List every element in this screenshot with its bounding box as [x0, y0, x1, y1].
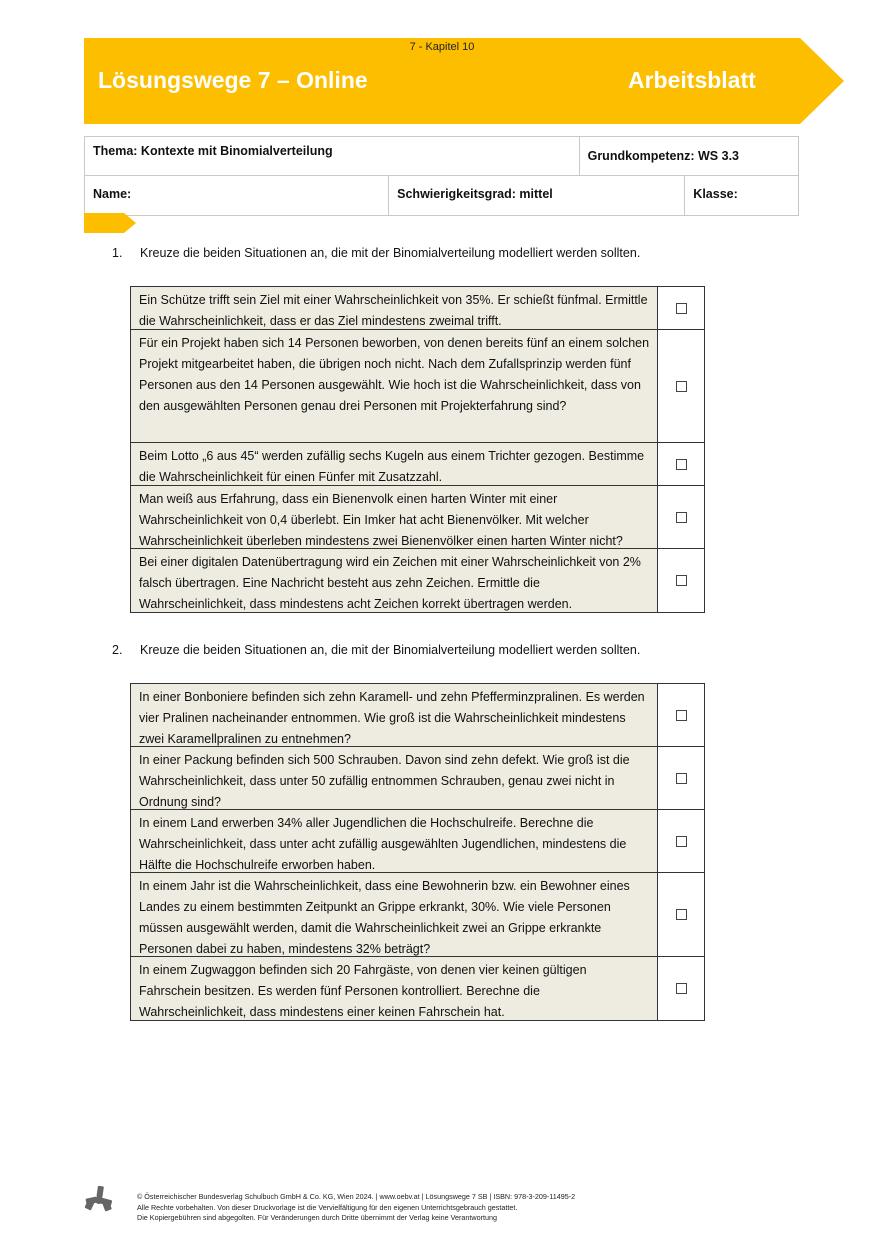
footer-line-1: © Österreichischer Bundesverlag Schulbuch GmbH & Co. KG, Wien 2024. | www.oebv.at | Lösungswege 7 SB | ISBN: 978-3-209-11495-2: [137, 1192, 576, 1201]
footer-copyright: [137, 1192, 575, 1224]
book-title: Lösungswege 7 – Online: [98, 67, 368, 93]
chapter-label: 7 - Kapitel 10: [409, 41, 475, 53]
option-checkbox-cell: [658, 287, 704, 329]
task-2-option: [131, 747, 704, 810]
option-text: Bei einer digitalen Datenübertragung wird ein Zeichen mit einer Wahrscheinlichkeit von 2% falsch übertragen. Eine Nachricht besteht aus zehn Zeichen. Ermittle die Wahrscheinlichkeit, dass mindestens acht Zeichen korrekt übertragen werden.: [131, 549, 658, 612]
option-text: Beim Lotto „6 aus 45“ werden zufällig sechs Kugeln aus einem Trichter gezogen. Bestimme die Wahrscheinlichkeit für einen Fünfer mit Zusatzzahl.: [131, 443, 658, 485]
option-text: In einem Jahr ist die Wahrscheinlichkeit, dass eine Bewohnerin bzw. ein Bewohner eines Landes zu einem bestimmten Zeitpunkt an Grippe erkrankt, 30%. Wie viele Personen müssen ausgewählt werden, damit die Wahrscheinlichkeit zwei an Grippe erkrankte Personen dabei zu haben, mindestens 32% beträgt?: [131, 873, 658, 956]
task-1-option: [131, 486, 704, 549]
option-text: Für ein Projekt haben sich 14 Personen beworben, von denen bereits fünf an einem solchen Projekt mitgearbeitet haben, die übrigen noch nicht. Nach dem Zufallsprinzip werden fünf Personen aus den 14 Personen ausgewählt. Wie hoch ist die Wahrscheinlichkeit, dass von den ausgewählten Personen genau drei Personen mit Projekterfahrung sind?: [131, 330, 658, 442]
task-1-text: Kreuze die beiden Situationen an, die mit der Binomialverteilung modelliert werden sollten.: [140, 246, 641, 260]
option-text: In einer Packung befinden sich 500 Schrauben. Davon sind zehn defekt. Wie groß ist die Wahrscheinlichkeit, dass unter 50 zufällig entnommen Schrauben, genau zwei nicht in Ordnung sind?: [131, 747, 658, 809]
task-2-option: [131, 810, 704, 873]
footer-line-3: Die Kopiergebühren sind abgegolten. Für Veränderungen durch Dritte übernimmt der Verlag keine Verantwortung: [137, 1213, 497, 1223]
option-text: In einem Land erwerben 34% aller Jugendlichen die Hochschulreife. Berechne die Wahrscheinlichkeit, dass unter acht zufällig ausgewählten Jugendlichen, mindestens die Hälfte die Hochschulreife erworben haben.: [131, 810, 658, 872]
option-checkbox-cell: [658, 486, 704, 548]
checkbox[interactable]: [676, 512, 687, 523]
task-2-text: Kreuze die beiden Situationen an, die mit der Binomialverteilung modelliert werden sollten.: [140, 643, 641, 657]
checkbox[interactable]: [676, 983, 687, 994]
task-1-number: 1.: [112, 246, 123, 260]
option-checkbox-cell: [658, 549, 704, 612]
checkbox[interactable]: [676, 710, 687, 721]
task-1-option: [131, 287, 704, 330]
section-marker-arrow: [84, 213, 136, 233]
task-2-option: [131, 873, 704, 957]
task-1-option: [131, 549, 704, 612]
option-text: Ein Schütze trifft sein Ziel mit einer Wahrscheinlichkeit von 35%. Er schießt fünfmal. Ermittle die Wahrscheinlichkeit, dass er das Ziel mindestens zweimal trifft.: [131, 287, 658, 329]
option-text: In einer Bonboniere befinden sich zehn Karamell- und zehn Pfefferminzpralinen. Es werden vier Pralinen nacheinander entnommen. Wie groß ist die Wahrscheinlichkeit mindestens zwei Karamellpralinen zu entnehmen?: [131, 684, 658, 746]
checkbox[interactable]: [676, 575, 687, 586]
checkbox[interactable]: [676, 773, 687, 784]
topic-cell: Thema: Kontexte mit Binomialverteilung: [85, 137, 580, 175]
checkbox[interactable]: [676, 459, 687, 470]
option-checkbox-cell: [658, 957, 704, 1020]
info-row-topic: [85, 137, 798, 176]
difficulty-cell: Schwierigkeitsgrad: mittel: [389, 176, 685, 215]
task-2-options: [130, 683, 705, 1021]
class-field[interactable]: Klasse:: [693, 187, 738, 201]
checkbox[interactable]: [676, 836, 687, 847]
task-1-options: [130, 286, 705, 613]
competence-cell: Grundkompetenz: WS 3.3: [587, 149, 739, 163]
info-table: [84, 136, 799, 216]
task-1-option: [131, 330, 704, 443]
footer-line-2: Alle Rechte vorbehalten. Von dieser Druckvorlage ist die Vervielfältigung für den eigenen Unterrichtsgebrauch gestattet.: [137, 1202, 518, 1212]
task-1-question: [112, 246, 640, 260]
publisher-logo-icon: [84, 1185, 114, 1215]
task-2-option: [131, 684, 704, 747]
option-checkbox-cell: [658, 810, 704, 872]
option-checkbox-cell: [658, 330, 704, 442]
option-checkbox-cell: [658, 747, 704, 809]
header-banner: [84, 38, 844, 124]
option-text: In einem Zugwaggon befinden sich 20 Fahrgäste, von denen vier keinen gültigen Fahrschein besitzen. Es werden fünf Personen kontrolliert. Berechne die Wahrscheinlichkeit, dass mindestens einer keinen Fahrschein hat.: [131, 957, 658, 1020]
task-2-number: 2.: [112, 643, 123, 657]
checkbox[interactable]: [676, 303, 687, 314]
info-row-student: [85, 176, 798, 215]
worksheet-title: Arbeitsblatt: [628, 67, 756, 93]
option-checkbox-cell: [658, 684, 704, 746]
task-2-question: [112, 643, 640, 657]
name-field[interactable]: Name:: [85, 176, 389, 215]
option-checkbox-cell: [658, 443, 704, 485]
task-1-option: [131, 443, 704, 486]
checkbox[interactable]: [676, 909, 687, 920]
task-2-option: [131, 957, 704, 1020]
checkbox[interactable]: [676, 381, 687, 392]
option-text: Man weiß aus Erfahrung, dass ein Bienenvolk einen harten Winter mit einer Wahrscheinlichkeit von 0,4 überlebt. Ein Imker hat acht Bienenvölker. Mit welcher Wahrscheinlichkeit überleben mindestens zwei Bienenvölker einen harten Winter nicht?: [131, 486, 658, 548]
option-checkbox-cell: [658, 873, 704, 956]
